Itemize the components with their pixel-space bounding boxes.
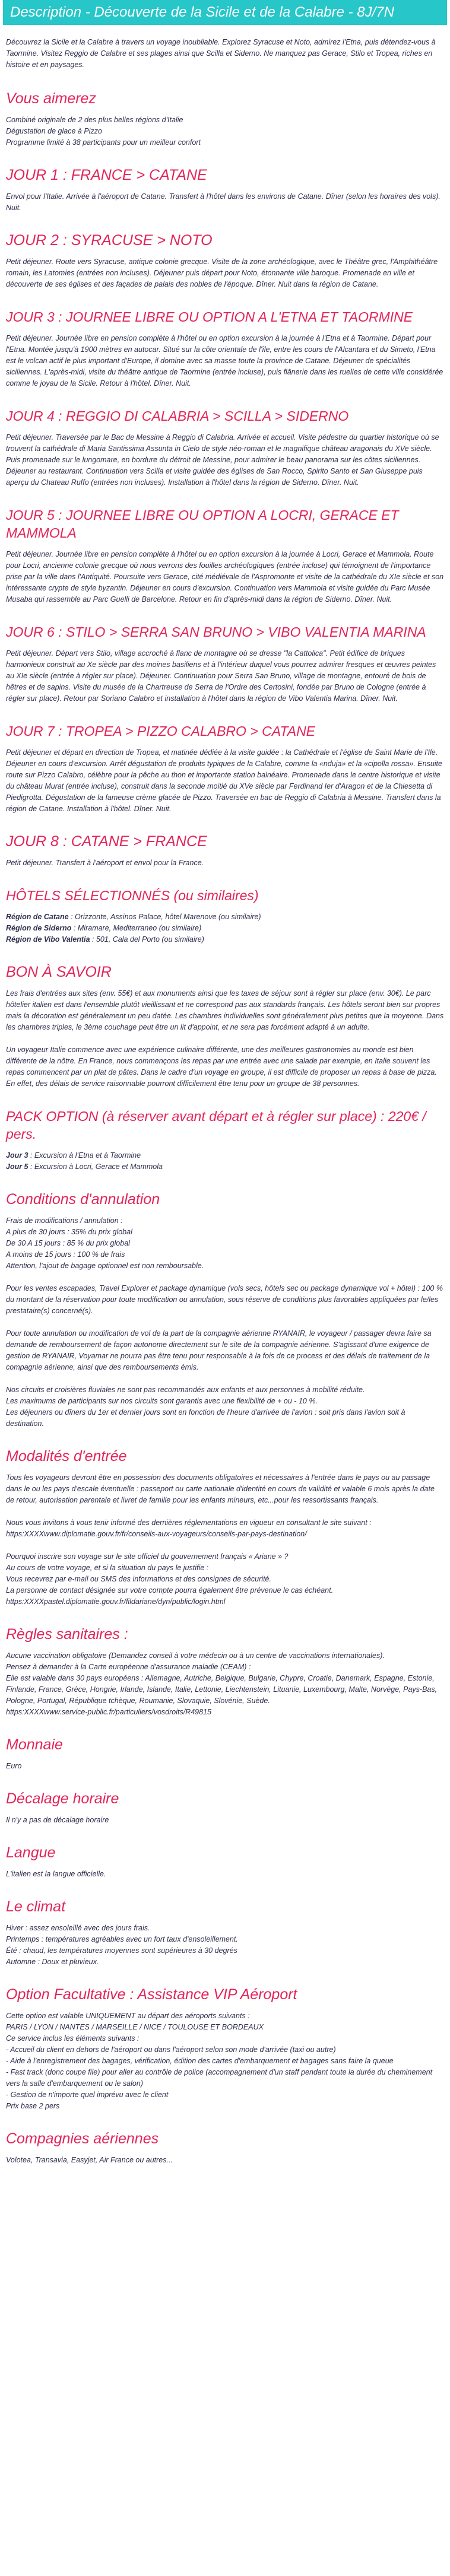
day-3	[6, 308, 444, 389]
conditions-title: Conditions d'annulation	[6, 1191, 160, 1208]
vip-title: Option Facultative : Assistance VIP Aéroport	[6, 1986, 297, 2003]
day-text: Petit déjeuner. Transfert à l'aéroport et envol pour la France.	[6, 859, 204, 867]
modalites-text: Pourquoi inscrire son voyage sur le site officiel du gouvernement français « Ariane » ? Au cours de votre voyage, et si la situation du pays le justifie : Vous recevrez par e-mail ou SMS des informations et des consignes de sécurité. La personne de contact désignée sur votre compte pourra également être prévenue le cas échéant. https:XXXXpastel.diplomatie.gouv.fr/fildariane/dyn/public/login.html	[6, 1552, 334, 1606]
day-text: Petit déjeuner. Journée libre en pension complète à l'hôtel ou en option excursion à la journée à l'Etna et à Taormine. Départ pour l'Etna. Montée jusqu'à 1900 mètres en autocar. Situé sur la côte orientale de l'île, entre les cours de l'Alcantara et du Simeto, l'Etna est le volcan actif le plus important d'Europe, il domine avec sa masse toute la province de Catane. Déjeuner de spécialités siciliennes. L'après-midi, visite du théâtre antique de Taormine (entrée incluse), puis flânerie dans les ruelles de cette ville considérée comme le joyau de la Sicile. Retour à l'hôtel. Dîner. Nuit.	[6, 334, 443, 387]
monnaie-text: Euro	[6, 1762, 22, 1770]
conditions-text: Pour toute annulation ou modification de vol de la part de la compagnie aérienne RYANAIR, le voyageur / passager devra faire sa demande de remboursement de façon autonome directement sur le site de la compagnie aérienne. S'agissant d'une exigence de gestion de RYANAIR, Voyamar ne pourra pas être tenu pour responsable à la fois de ce process et des délais de traitement de la compagnie aérienne, ainsi que des remboursements émis.	[6, 1329, 432, 1371]
day-text: Petit déjeuner. Journée libre en pension complète à l'hôtel ou en option excursion à la journée à Locri, Gerace et Mammola. Route pour Locri, ancienne colonie grecque où nous verrons des fouilles archéologiques (entrée incluse) qui témoignent de l'importance prise par la ville dans l'Antiquité. Poursuite vers Gerace, cité médiévale de l'Aspromonte et visite de la cathédrale du XIe siècle et son intéressante crypte de style byzantin. Déjeuner en cours d'excursion. Continuation vers Mammola et visite guidée du Parc Musée Musaba qui rassemble au Parc Guelli de Barcelone. Retour en fin d'après-midi dans la région de Siderno. Dîner. Nuit.	[6, 550, 444, 603]
day-2	[6, 231, 444, 290]
modalites-text: Tous les voyageurs devront être en possession des documents obligatoires et nécessaires à l'entrée dans le pays ou au passage dans le ou les pays d'escale éventuelle : passeport ou carte nationale d'identité en cours de validité et valable 6 mois après la date de retour, autorisation parentale et livret de famille pour les enfants mineurs, etc...pour les ressortissants français.	[6, 1473, 435, 1504]
vip-section	[6, 1986, 444, 2112]
avantage-item: Programme limité à 38 participants pour un meilleur confort	[6, 138, 201, 147]
bon-savoir-title: BON À SAVOIR	[6, 964, 112, 980]
decalage-section	[6, 1790, 444, 1826]
pack-item	[6, 1161, 444, 1173]
pack-option-section	[6, 1107, 444, 1173]
pack-item	[6, 1150, 444, 1161]
day-text: Petit déjeuner. Départ vers Stilo, village accroché à flanc de montagne où se dresse "la Cattolica". Petit édifice de briques harmonieux construit au Xe siècle par des moines basiliens et à l'intérieur duquel vous pourrez admirer fresques et œuvres peintes au XIe siècle (entrée à régler sur place). Déjeuner. Continuation pour Serra San Bruno, village de montagne, entouré de bois de hêtres et de sapins. Visite du musée de la Chartreuse de Serra de l'Ordre des Certosini, fondée par Bruno de Cologne (entrée à régler sur place). Retour par Soriano Calabro et installation à l'hôtel dans la région de Vibo Valentia Marina. Dîner. Nuit.	[6, 649, 436, 703]
day-4	[6, 407, 444, 488]
modalites-title: Modalités d'entrée	[6, 1448, 127, 1465]
pack-day: Jour 3	[6, 1151, 28, 1160]
pack-desc: : Excursion à Locri, Gerace et Mammola	[28, 1162, 163, 1171]
intro-text: Découvrez la Sicile et la Calabre à travers un voyage inoubliable. Explorez Syracuse et Noto, admirez l'Etna, puis détendez-vous à Taormine. Visitez Reggio de Calabre et ses plages ainsi que Scilla et Siderno. Ne manquez pas Gerace, Stilo et Tropea, riches en histoire et en paysages.	[6, 38, 436, 69]
modalites-section	[6, 1447, 444, 1608]
compagnies-title: Compagnies aériennes	[6, 2130, 159, 2147]
hotel-region: Région de Catane	[6, 913, 69, 921]
day-title: JOUR 8 : CATANE > FRANCE	[6, 833, 207, 850]
compagnies-text: Volotea, Transavia, Easyjet, Air France ou autres...	[6, 2156, 173, 2164]
day-title: JOUR 2 : SYRACUSE > NOTO	[6, 232, 213, 249]
day-title: JOUR 7 : TROPEA > PIZZO CALABRO > CATANE	[6, 723, 316, 739]
conditions-text: Pour les ventes escapades, Travel Explorer et package dynamique (vols secs, hôtels sec ou package dynamique vol + hôtel) : 100 % du montant de la réservation pour toute modification ou annulation, sous réserve de conditions plus favorables appliquées par le/les prestataire(s) concerné(s).	[6, 1284, 443, 1315]
day-title: JOUR 1 : FRANCE > CATANE	[6, 167, 207, 183]
hotel-names: : Orizzonte, Assinos Palace, hôtel Marenove (ou similaire)	[68, 913, 261, 921]
avantage-item: Combiné originale de 2 des plus belles régions d'Italie	[6, 116, 183, 124]
description-banner	[3, 0, 447, 25]
avantages-section	[6, 90, 444, 148]
day-5	[6, 506, 444, 605]
compagnies-section	[6, 2130, 444, 2166]
day-text: Petit déjeuner. Route vers Syracuse, antique colonie grecque. Visite de la zone archéologique, avec le Théâtre grec, l'Amphithéâtre romain, les Latomies (entrées non incluses). Déjeuner puis départ pour Noto, étonnante ville baroque. Promenade en ville et découverte de ses églises et des façades de palais des nobles de l'époque. Dîner. Nuit dans la région de Catane.	[6, 258, 438, 288]
day-title: JOUR 6 : STILO > SERRA SAN BRUNO > VIBO VALENTIA MARINA	[6, 624, 426, 640]
hotels-section	[6, 887, 444, 945]
bon-savoir-section	[6, 963, 444, 1090]
climat-section	[6, 1898, 444, 1968]
day-text: Petit déjeuner et départ en direction de Tropea, et matinée dédiée à la visite guidée : la Cathédrale et l'église de Saint Marie de l'Ile. Déjeuner en cours d'excursion. Arrêt dégustation de produits typiques de la Calabre, comme la «nduja» et la «cipolla rossa». Ensuite route sur Pizzo Calabro, célèbre pour la pêche au thon et importante station balnéaire. Promenade dans le centre historique et visite du château Murat (entrée incluse), construit dans la seconde moitié du XVe siècle par Ferdinand Ier d'Aragon et de la Chiesetta di Piedigrotta. Dégustation de la fameuse crème glacée de Pizzo. Traversée en bac de Reggio di Calabria à Messine. Transfert dans la région de Catane. Installation à l'hôtel. Dîner. Nuit.	[6, 748, 442, 813]
hotel-item	[6, 923, 444, 934]
decalage-text: Il n'y a pas de décalage horaire	[6, 1816, 109, 1824]
page-title: Description - Découverte de la Sicile et de la Calabre - 8J/7N	[10, 4, 394, 20]
bon-savoir-text: Un voyageur Italie commence avec une expérience culinaire différente, une des meilleures gastronomies au monde est bien différente de la nôtre. En France, nous commençons les repas par une entrée avec une salade par exemple, en Italie souvent les repas commencent par un plat de pâtes. Dans le cadre d'un voyage en groupe, il est difficile de proposer un repas à base de pizza. En effet, des délais de service raisonnable pourront difficilement être tenu pour un groupe de 38 personnes.	[6, 1046, 437, 1088]
conditions-text: Nos circuits et croisières fluviales ne sont pas recommandés aux enfants et aux personnes à mobilité réduite. Les maximums de participants sur nos circuits sont garantis avec une flexibilité de + ou - 10 %. Les déjeuners ou dîners du 1er et dernier jours sont en fonction de l'heure d'arrivée de l'avion : soit pris dans l'avion soit à destination.	[6, 1386, 405, 1428]
pack-option-title: PACK OPTION (à réserver avant départ et à régler sur place) : 220€ / pers.	[6, 1108, 426, 1142]
climat-text: Hiver : assez ensoleillé avec des jours frais. Printemps : températures agréables avec un fort taux d'ensoleillement. Été : chaud, les températures moyennes sont supérieures à 30 degrés Automne : Doux et pluvieux.	[6, 1924, 238, 1966]
day-text: Petit déjeuner. Traversée par le Bac de Messine à Reggio di Calabria. Arrivée et accueil. Visite pédestre du quartier historique où se trouvent la cathédrale di Maria Santissima Assunta in Cielo de style néo-roman et le magnifique château aragonais du XVe siècle. Puis promenade sur le lungomare, en bordure du détroit de Messine, pour admirer le beau panorama sur les côtes siciliennes. Déjeuner au restaurant. Continuation vers Scilla et visite guidée des églises de San Rocco, Spirito Santo et San Giuseppe puis aperçu du Chateau Ruffo (entrées non incluses). Installation à l'hôtel dans la région de Siderno. Dîner. Nuit.	[6, 433, 439, 487]
day-title: JOUR 4 : REGGIO DI CALABRIA > SCILLA > SIDERNO	[6, 408, 349, 424]
sanitaires-text: Aucune vaccination obligatoire (Demandez conseil à votre médecin ou à un centre de vaccinations internationales). Pensez à demander à la Carte européenne d'assurance maladie (CEAM) : Elle est valable dans 30 pays européens : Allemagne, Autriche, Belgique, Bulgarie, Chypre, Croatie, Danemark, Espagne, Estonie, Finlande, France, Grèce, Hongrie, Irlande, Islande, Italie, Lettonie, Liechtenstein, Lituanie, Luxembourg, Malte, Norvège, Pays-Bas, Pologne, Portugal, République tchèque, Roumanie, Slovaquie, Slovénie, Suède. https:XXXXwww.service-public.fr/particuliers/vosdroits/R49815	[6, 1651, 438, 1716]
content	[0, 37, 450, 2166]
pack-desc: : Excursion à l'Etna et à Taormine	[28, 1151, 141, 1160]
pack-day: Jour 5	[6, 1162, 28, 1171]
hotel-item	[6, 911, 444, 923]
day-8	[6, 833, 444, 869]
day-6	[6, 623, 444, 704]
conditions-text: Frais de modifications / annulation : A plus de 30 jours : 35% du prix global De 30 A 15 jours : 85 % du prix global A moins de 15 jours : 100 % de frais Attention, l'ajout de bagage optionnel est non remboursable.	[6, 1216, 204, 1270]
climat-title: Le climat	[6, 1898, 66, 1915]
conditions-section	[6, 1190, 444, 1430]
langue-text: L'italien est la langue officielle.	[6, 1870, 106, 1878]
decalage-title: Décalage horaire	[6, 1790, 119, 1807]
day-title: JOUR 5 : JOURNEE LIBRE OU OPTION A LOCRI, GERACE ET MAMMOLA	[6, 507, 399, 541]
sanitaires-title: Règles sanitaires :	[6, 1626, 128, 1643]
hotel-region: Région de Siderno	[6, 924, 72, 932]
hotel-names: : 501, Cala del Porto (ou similaire)	[90, 935, 204, 944]
langue-title: Langue	[6, 1844, 56, 1861]
hotel-names: : Miramare, Mediterraneo (ou similaire)	[71, 924, 202, 932]
avantages-title: Vous aimerez	[6, 90, 96, 107]
langue-section	[6, 1844, 444, 1880]
day-1	[6, 166, 444, 214]
monnaie-section	[6, 1736, 444, 1772]
bon-savoir-text: Les frais d'entrées aux sites (env. 55€) et aux monuments ainsi que les taxes de séjour sont à régler sur place (env. 30€). Le parc hôtelier italien est dans l'ensemble plutôt vieillissant et ne correspond pas aux standards français. Les hôtels seront bien sur propres mais la décoration est généralement un peu datée. Les chambres individuelles sont généralement plus petites que la moyenne. Dans les chambres triples, le 3ème couchage peut être un lit d'appoint, et ne sera pas forcément adapté à un adulte.	[6, 989, 444, 1031]
hotels-title: HÔTELS SÉLECTIONNÉS (ou similaires)	[6, 888, 259, 903]
day-text: Envol pour l'Italie. Arrivée à l'aéroport de Catane. Transfert à l'hôtel dans les environs de Catane. Dîner (selon les horaires des vols). Nuit.	[6, 192, 441, 212]
monnaie-title: Monnaie	[6, 1736, 63, 1753]
hotel-item	[6, 934, 444, 945]
modalites-text: Nous vous invitons à vous tenir informé des dernières réglementations en vigueur en consultant le site suivant : https:XXXXwww.diplomatie.gouv.fr/fr/conseils-aux-voyageurs/conseils-par-pays-destination/	[6, 1519, 372, 1538]
day-title: JOUR 3 : JOURNEE LIBRE OU OPTION A L'ETNA ET TAORMINE	[6, 309, 413, 325]
sanitaires-section	[6, 1625, 444, 1718]
vip-text: Cette option est valable UNIQUEMENT au départ des aéroports suivants : PARIS / LYON / NANTES / MARSEILLE / NICE / TOULOUSE ET BORDEAUX Ce service inclus les éléments suivants : - Accueil du client en dehors de l'aéroport ou dans l'aéroport selon son mode d'arrivée (taxi ou autre) - Aide à l'enregistrement des bagages, vérification, édition des cartes d'embarquement et bagages sans faire la queue - Fast track (donc coupe file) pour aller au contrôle de police (accompagnement d'un staff pendant toute la durée du cheminement vers la salle d'embarquement ou le salon) - Gestion de n'importe quel imprévu avec le client Prix base 2 pers	[6, 2012, 433, 2110]
avantage-item: Dégustation de glace à Pizzo	[6, 127, 102, 135]
day-7	[6, 722, 444, 815]
hotel-region: Région de Vibo Valentia	[6, 935, 90, 944]
